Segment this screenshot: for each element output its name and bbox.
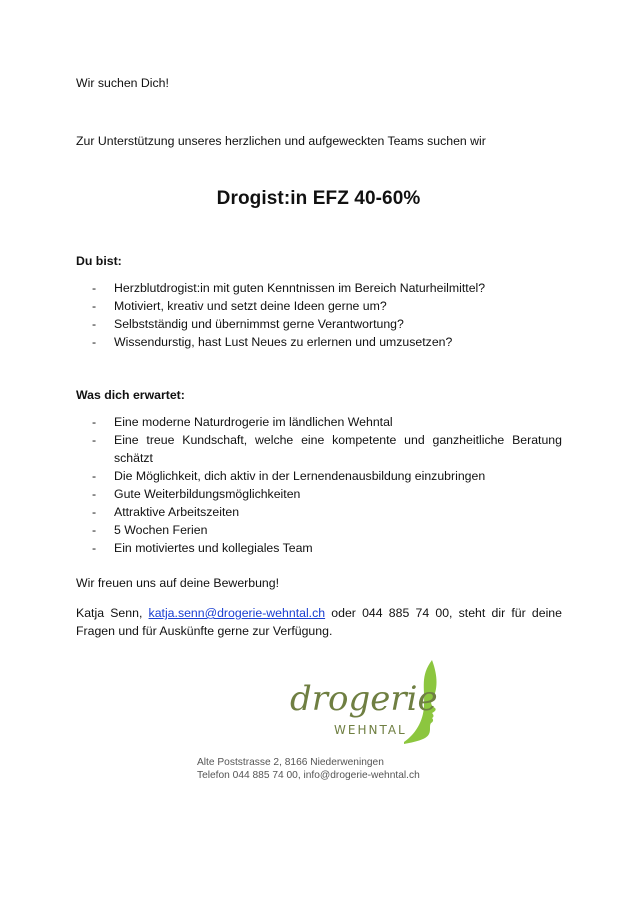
list-item: - Motiviert, kreativ und setzt deine Ideen gerne um?	[76, 297, 562, 315]
section-offer-list	[76, 413, 562, 557]
list-item: - Herzblutdrogist:in mit guten Kenntnissen im Bereich Naturheilmittel?	[76, 279, 562, 297]
logo-word: drogerie	[290, 679, 438, 719]
list-item: - 5 Wochen Ferien	[76, 521, 562, 539]
greeting-text: Wir suchen Dich!	[76, 76, 169, 90]
job-title: Drogist:in EFZ 40-60%	[216, 188, 421, 209]
list-item: - Eine treue Kundschaft, welche eine kompetente und ganzheitliche Beratung schätzt	[76, 431, 562, 467]
contact-paragraph	[76, 604, 562, 640]
list-item: - Eine moderne Naturdrogerie im ländlichen Wehntal	[76, 413, 562, 431]
list-item: - Gute Weiterbildungsmöglichkeiten	[76, 485, 562, 503]
list-item: - Die Möglichkeit, dich aktiv in der Lernendenausbildung einzubringen	[76, 467, 562, 485]
list-item: - Attraktive Arbeitszeiten	[76, 503, 562, 521]
closing-text: Wir freuen uns auf deine Bewerbung!	[76, 576, 280, 590]
list-item: - Wissendurstig, hast Lust Neues zu erlernen und umzusetzen?	[76, 333, 562, 351]
section-you-list	[76, 279, 562, 351]
logo-sub: WEHNTAL	[334, 723, 407, 737]
section-offer-heading: Was dich erwartet:	[76, 388, 185, 402]
address-line-1: Alte Poststrasse 2, 8166 Niederweningen	[197, 757, 384, 768]
contact-details: oder 044 885 74 00, steht dir für deine Fragen und für Auskünfte gerne zur Verfügung.	[76, 606, 562, 638]
intro-text: Zur Unterstützung unseres herzlichen und aufgeweckten Teams suchen wir	[76, 134, 486, 148]
address-line-2: Telefon 044 885 74 00, info@drogerie-wehntal.ch	[197, 770, 420, 781]
list-item: - Ein motiviertes und kollegiales Team	[76, 539, 562, 557]
address-block	[197, 756, 420, 782]
contact-email-link[interactable]: katja.senn@drogerie-wehntal.ch	[148, 606, 326, 620]
drogerie-logo	[282, 658, 452, 748]
section-you-heading: Du bist:	[76, 254, 122, 268]
contact-name: Katja Senn,	[76, 606, 149, 620]
list-item: - Selbstständig und übernimmst gerne Verantwortung?	[76, 315, 562, 333]
